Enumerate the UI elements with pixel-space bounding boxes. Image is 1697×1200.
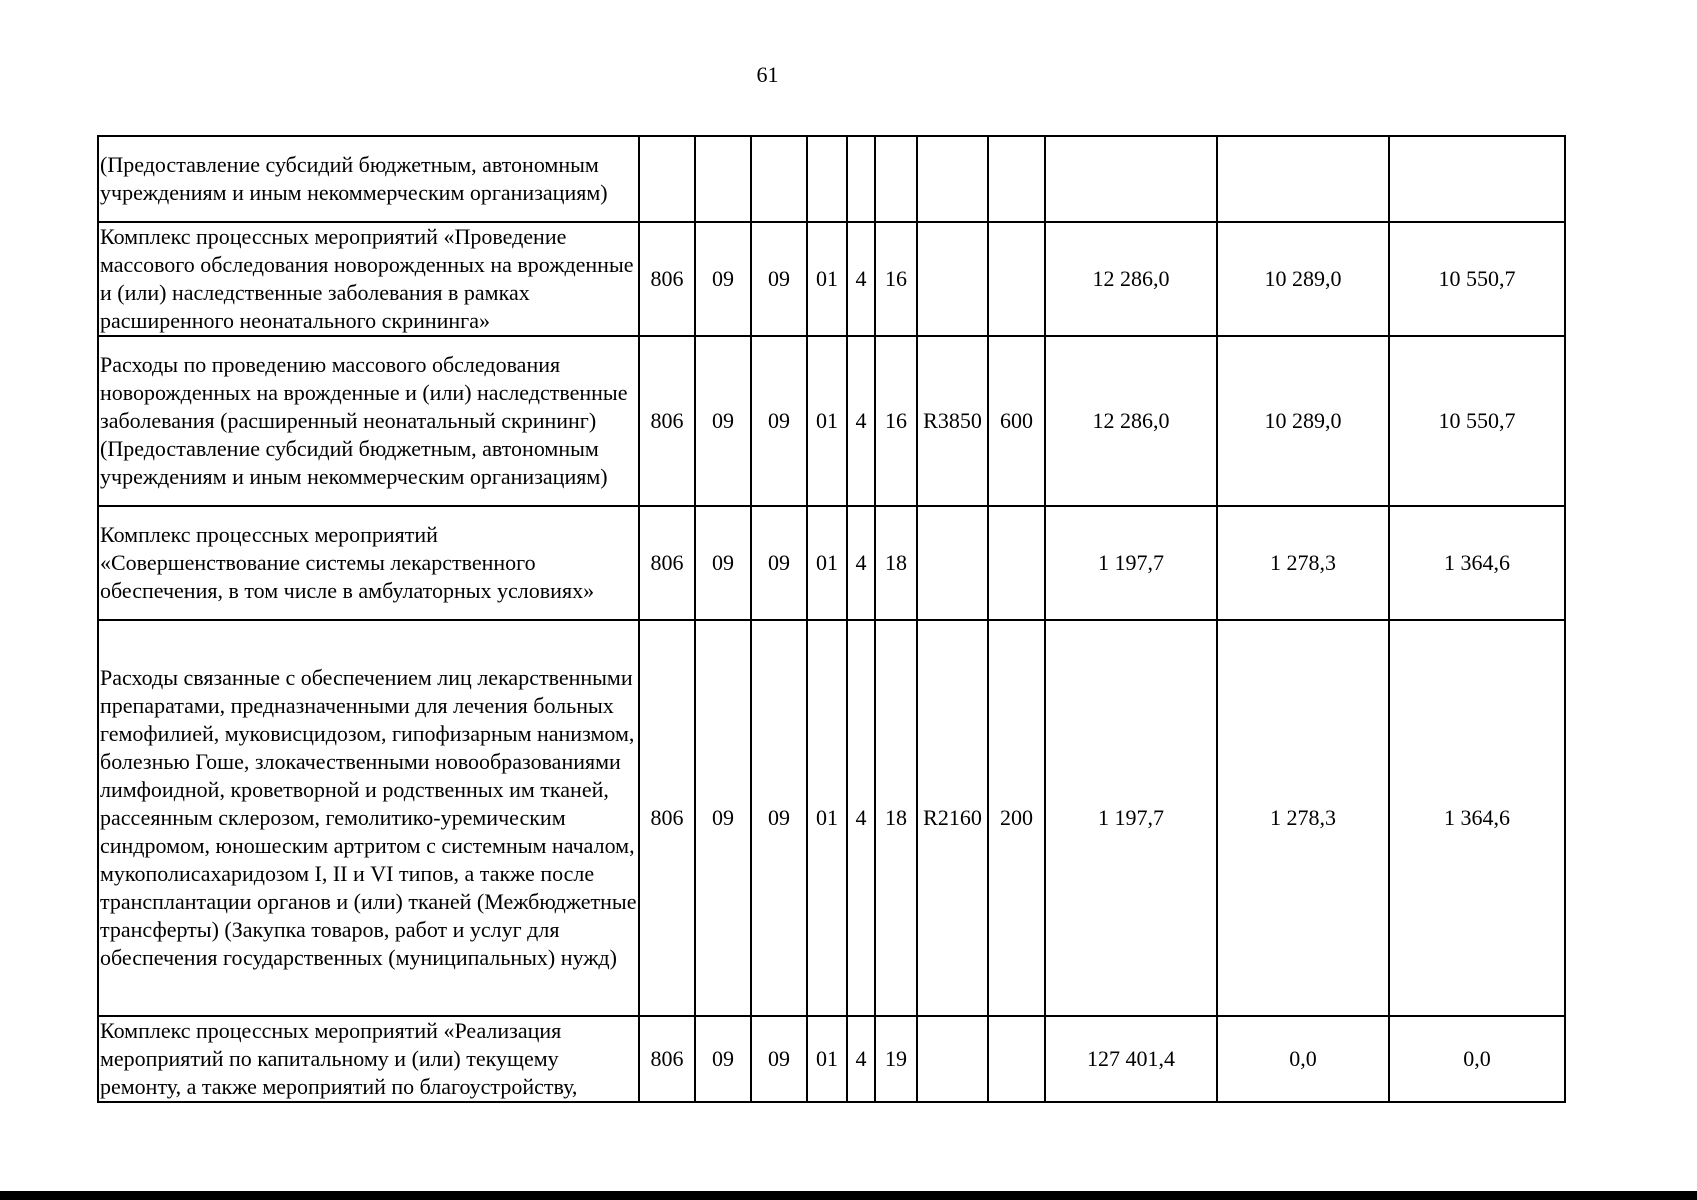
table-row xyxy=(98,1016,1565,1102)
cell-program: 01 xyxy=(807,506,847,620)
cell-ministry: 806 xyxy=(639,336,695,506)
cell-type: 4 xyxy=(847,336,875,506)
cell-program: 01 xyxy=(807,222,847,336)
cell-amount-1: 127 401,4 xyxy=(1045,1016,1217,1102)
cell-expense-type: 600 xyxy=(988,336,1045,506)
cell-amount-1: 1 197,7 xyxy=(1045,620,1217,1016)
cell-section: 09 xyxy=(695,222,751,336)
cell-expense-type xyxy=(988,1016,1045,1102)
row-description: Комплекс процессных мероприятий «Совершенствование системы лекарственного обеспечения, в том числе в амбулаторных условиях» xyxy=(98,506,639,620)
cell-amount-3: 1 364,6 xyxy=(1389,620,1565,1016)
cell-amount-3 xyxy=(1389,136,1565,222)
cell-expense-type xyxy=(988,506,1045,620)
cell-subsection xyxy=(751,136,807,222)
budget-table xyxy=(97,135,1566,1103)
cell-ministry: 806 xyxy=(639,222,695,336)
cell-amount-2: 0,0 xyxy=(1217,1016,1389,1102)
cell-amount-2: 10 289,0 xyxy=(1217,222,1389,336)
row-description: Расходы связанные с обеспечением лиц лекарственными препаратами, предназначенными для лечения больных гемофилией, муковисцидозом, гипофизарным нанизмом, болезнью Гоше, злокачественными новообразованиями лимфоидной, кроветворной и родственных им тканей, рассеянным склерозом, гемолитико-уремическим синдромом, юношеским артритом с системным началом, мукополисахаридозом I, II и VI типов, а также после трансплантации органов и (или) тканей (Межбюджетные трансферты) (Закупка товаров, работ и услуг для обеспечения государственных (муниципальных) нужд) xyxy=(98,620,639,1016)
table-row xyxy=(98,506,1565,620)
cell-section: 09 xyxy=(695,336,751,506)
cell-expense-type xyxy=(988,136,1045,222)
cell-direction: R2160 xyxy=(917,620,988,1016)
cell-type: 4 xyxy=(847,506,875,620)
cell-ministry: 806 xyxy=(639,1016,695,1102)
cell-type xyxy=(847,136,875,222)
row-description: Комплекс процессных мероприятий «Реализация мероприятий по капитальному и (или) текущему ремонту, а также мероприятий по благоустройству, xyxy=(98,1016,639,1102)
table-row xyxy=(98,336,1565,506)
cell-event xyxy=(875,136,917,222)
cell-section: 09 xyxy=(695,1016,751,1102)
cell-amount-1 xyxy=(1045,136,1217,222)
cell-program: 01 xyxy=(807,1016,847,1102)
cell-amount-2 xyxy=(1217,136,1389,222)
cell-section: 09 xyxy=(695,506,751,620)
cell-ministry xyxy=(639,136,695,222)
cell-direction xyxy=(917,1016,988,1102)
cell-expense-type: 200 xyxy=(988,620,1045,1016)
cell-event: 19 xyxy=(875,1016,917,1102)
cell-direction xyxy=(917,506,988,620)
cell-section xyxy=(695,136,751,222)
cell-type: 4 xyxy=(847,1016,875,1102)
row-description: Расходы по проведению массового обследования новорожденных на врожденные и (или) наследственные заболевания (расширенный неонатальный скрининг) (Предоставление субсидий бюджетным, автономным учреждениям и иным некоммерческим организациям) xyxy=(98,336,639,506)
cell-amount-2: 1 278,3 xyxy=(1217,620,1389,1016)
cell-type: 4 xyxy=(847,222,875,336)
cell-amount-3: 10 550,7 xyxy=(1389,336,1565,506)
cell-subsection: 09 xyxy=(751,222,807,336)
cell-amount-1: 12 286,0 xyxy=(1045,222,1217,336)
page-number: 61 xyxy=(756,62,779,87)
cell-subsection: 09 xyxy=(751,1016,807,1102)
cell-section: 09 xyxy=(695,620,751,1016)
cell-subsection: 09 xyxy=(751,620,807,1016)
cell-subsection: 09 xyxy=(751,506,807,620)
cell-program: 01 xyxy=(807,620,847,1016)
cell-event: 18 xyxy=(875,620,917,1016)
cell-program: 01 xyxy=(807,336,847,506)
cell-ministry: 806 xyxy=(639,506,695,620)
cell-ministry: 806 xyxy=(639,620,695,1016)
cell-amount-2: 1 278,3 xyxy=(1217,506,1389,620)
cell-event: 18 xyxy=(875,506,917,620)
table-row xyxy=(98,620,1565,1016)
row-description: (Предоставление субсидий бюджетным, автономным учреждениям и иным некоммерческим организациям) xyxy=(98,136,639,222)
cell-amount-3: 1 364,6 xyxy=(1389,506,1565,620)
cell-amount-2: 10 289,0 xyxy=(1217,336,1389,506)
cell-amount-1: 1 197,7 xyxy=(1045,506,1217,620)
cell-subsection: 09 xyxy=(751,336,807,506)
row-description: Комплекс процессных мероприятий «Проведение массового обследования новорожденных на врожденные и (или) наследственные заболевания в рамках расширенного неонатального скрининга» xyxy=(98,222,639,336)
table-row xyxy=(98,136,1565,222)
cell-amount-3: 10 550,7 xyxy=(1389,222,1565,336)
cell-expense-type xyxy=(988,222,1045,336)
cell-event: 16 xyxy=(875,222,917,336)
cell-program xyxy=(807,136,847,222)
cell-direction xyxy=(917,222,988,336)
cell-direction: R3850 xyxy=(917,336,988,506)
table-row xyxy=(98,222,1565,336)
cell-type: 4 xyxy=(847,620,875,1016)
cell-amount-1: 12 286,0 xyxy=(1045,336,1217,506)
scan-bottom-edge xyxy=(0,1191,1697,1200)
cell-amount-3: 0,0 xyxy=(1389,1016,1565,1102)
cell-event: 16 xyxy=(875,336,917,506)
cell-direction xyxy=(917,136,988,222)
